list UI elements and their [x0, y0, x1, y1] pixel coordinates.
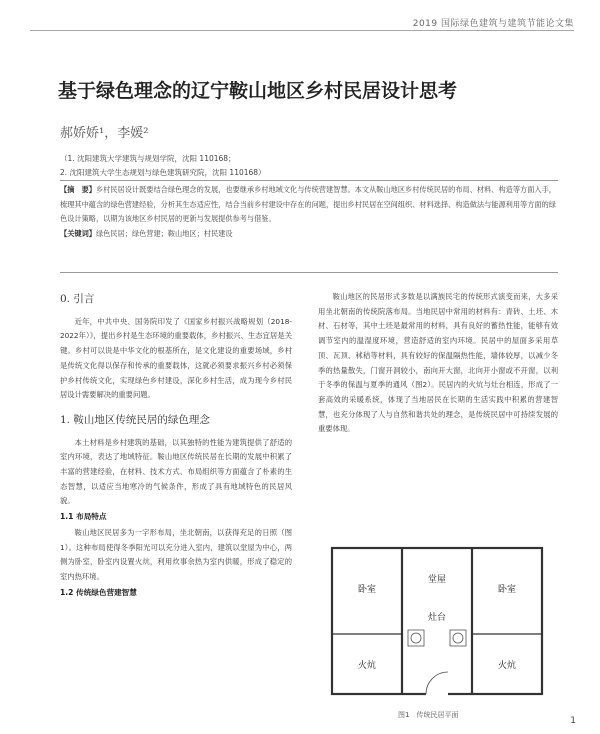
figure-caption: 图1 传统民居平面 — [398, 711, 459, 719]
section-1-heading: 1. 鞍山地区传统民居的绿色理念 — [60, 413, 210, 426]
right-column-paragraph: 鞍山地区的民居形式多数是以满族民宅的传统形式演变而来，大多采用坐北朝南的传统院落布局。当地民居中常用的材料有：青砖、土坯、木材、石材等，其中土坯是最常用的材料，具有良好的蓄热性能，能够有效调节室内的温湿度环境，营造舒适的室内环境。民居中的屋面多采用草顶、瓦顶、秫秸等材料，具有较好的保温隔热性能，墙体较厚，以减少冬季的热量散失，门窗开洞较小，南向开大窗，北向开小窗或不开窗，以利于冬季的保温与夏季的通风（图2）。民居内的火炕与灶台相连，形成了一套高效的采暖系统，体现了当地居民在长期的生活实践中积累的营建智慧，也充分体现了人与自然和谐共处的理念，是传统民居中可持续发展的重要体现。 — [318, 292, 558, 434]
room-label-kang-left: 火炕 — [357, 661, 377, 671]
page-number: 1 — [570, 716, 576, 726]
abstract-label: 【摘 要】 — [60, 185, 96, 194]
abstract-bottom-rule — [60, 272, 558, 273]
room-label-bedroom-right: 卧室 — [497, 585, 517, 595]
intro-paragraph: 近年，中共中央、国务院印发了《国家乡村振兴战略规划（2018-2022年）》，提出乡村是生态环境的重要载体，乡村振兴、生态宜居是关键。乡村可以说是中华文化的根基所在，是文化建设的重要场域，乡村是传统文化得以保存和传承的重要载体，这就必须要求振兴乡村必须保护乡村传统文化，实现绿色乡村建设，深化乡村生活，成为现今乡村民居设计需要解决的重要问题。 — [60, 316, 292, 400]
paper-title: 基于绿色理念的辽宁鞍山地区乡村民居设计思考 — [58, 80, 458, 102]
keywords-text: 绿色民居；绿色营建；鞍山地区；村民建设 — [95, 228, 233, 238]
left-column — [60, 284, 292, 601]
subsection-1-2-heading: 1.2 传统绿色营建智慧 — [60, 587, 137, 597]
affiliation-1: （1. 沈阳建筑大学建筑与规划学院，沈阳 110168； — [60, 154, 236, 163]
stove-left-pot — [411, 633, 421, 643]
room-label-bedroom-left: 卧室 — [357, 585, 377, 595]
stove-left — [408, 630, 424, 646]
door-swing — [426, 672, 448, 694]
stove-right-pot — [453, 633, 463, 643]
abstract-text: 乡村民居设计既要结合绿色理念的发展，也要继承乡村地域文化与传统营建智慧。本文从鞍山地区乡村传统民居的布局、材料、构造等方面入手，梳理其中蕴含的绿色营建经验，分析其生态适应性，结合当前乡村建设中存在的问题，提出乡村民居在空间组织、材料选择、构造做法与能源利用等方面的绿色设计策略，以期为该地区乡村民居的更新与发展提供参考与借鉴。 — [60, 185, 556, 224]
stove-right — [450, 630, 466, 646]
abstract-top-rule — [60, 180, 558, 181]
room-label-stove: 灶台 — [427, 613, 447, 623]
room-label-hall: 堂屋 — [427, 575, 447, 585]
right-column — [318, 290, 558, 437]
affiliation-2: 2. 沈阳建筑大学生态规划与绿色建筑研究院，沈阳 110168） — [60, 168, 266, 177]
room-label-kang-right: 火炕 — [497, 661, 517, 671]
header-journal: 2019 国际绿色建筑与建筑节能论文集 — [412, 19, 574, 29]
authors: 郝娇娇¹，李媛² — [60, 126, 149, 141]
figure-floor-plan — [318, 534, 556, 706]
keywords-label: 【关键词】 — [60, 228, 96, 238]
abstract — [60, 183, 558, 241]
subsection-1-1-paragraph: 鞍山地区民居多为一字形布局，坐北朝南，以获得充足的日照（图1）。这种布局使得冬季阳光可以充分进入室内，建筑以堂屋为中心，两侧为卧室，卧室内设置火炕，利用炊事余热为室内供暖，形成了稳定的室内热环境。 — [60, 527, 292, 581]
intro-heading: 0. 引言 — [60, 293, 95, 305]
subsection-1-1-heading: 1.1 布局特点 — [60, 512, 107, 522]
section-1-paragraph: 本土材料是乡村建筑的基础，以其独特的性能为建筑提供了舒适的室内环境，表达了地域特征。鞍山地区传统民居在长期的发展中积累了丰富的营建经验，在材料、技术方式、布局组织等方面蕴含了朴素的生态智慧，以适应当地寒冷的气候条件，形成了具有地域特色的民居风貌。 — [60, 437, 292, 506]
header-rule — [30, 30, 574, 31]
